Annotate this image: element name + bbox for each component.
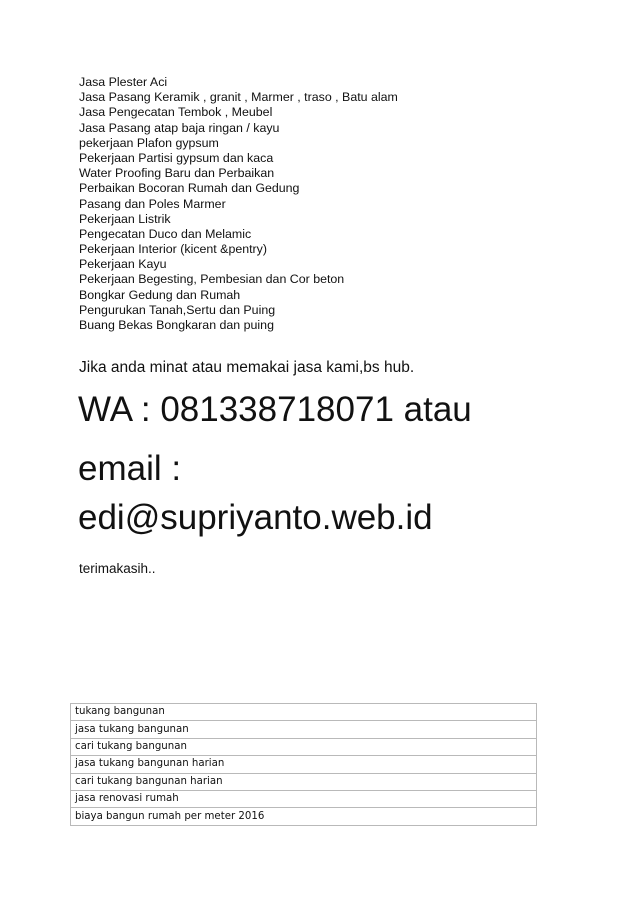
keyword-cell: cari tukang bangunan	[71, 738, 537, 755]
email-label: email :	[78, 449, 182, 488]
service-item: Pengecatan Duco dan Melamic	[79, 226, 252, 241]
service-item: Jasa Pengecatan Tembok , Meubel	[79, 105, 273, 120]
service-item: Pekerjaan Interior (kicent &pentry)	[79, 242, 268, 257]
keyword-cell: jasa renovasi rumah	[71, 790, 537, 807]
services-list	[79, 75, 398, 333]
service-item: Water Proofing Baru dan Perbaikan	[79, 166, 275, 181]
table-row	[71, 756, 537, 773]
keyword-cell: biaya bangun rumah per meter 2016	[71, 808, 537, 825]
service-item: pekerjaan Plafon gypsum	[79, 135, 219, 150]
table-row	[71, 773, 537, 790]
service-item: Pasang dan Poles Marmer	[79, 196, 226, 211]
keyword-cell: jasa tukang bangunan harian	[71, 756, 537, 773]
service-item: Pengurukan Tanah,Sertu dan Puing	[79, 302, 276, 317]
email-address: edi@supriyanto.web.id	[78, 498, 433, 537]
service-item: Perbaikan Bocoran Rumah dan Gedung	[79, 181, 300, 196]
service-item: Pekerjaan Listrik	[79, 211, 171, 226]
table-row	[71, 808, 537, 825]
keyword-cell: cari tukang bangunan harian	[71, 773, 537, 790]
service-item: Jasa Pasang atap baja ringan / kayu	[79, 120, 280, 135]
table-row	[71, 704, 537, 721]
service-item: Jasa Plester Aci	[79, 75, 168, 89]
keywords-table	[70, 703, 537, 826]
table-row	[71, 790, 537, 807]
table-row	[71, 721, 537, 738]
service-item: Pekerjaan Kayu	[79, 257, 167, 272]
service-item: Bongkar Gedung dan Rumah	[79, 287, 241, 302]
whatsapp-number: WA : 081338718071 atau	[78, 390, 472, 429]
service-item: Jasa Pasang Keramik , granit , Marmer , traso , Batu alam	[79, 90, 398, 105]
keyword-cell: tukang bangunan	[71, 704, 537, 721]
service-item: Buang Bekas Bongkaran dan puing	[79, 318, 274, 332]
service-item: Pekerjaan Partisi gypsum dan kaca	[79, 150, 274, 165]
keyword-cell: jasa tukang bangunan	[71, 721, 537, 738]
contact-invitation: Jika anda minat atau memakai jasa kami,bs hub.	[79, 359, 415, 376]
table-row	[71, 738, 537, 755]
thanks-text: terimakasih..	[79, 561, 156, 576]
service-item: Pekerjaan Begesting, Pembesian dan Cor beton	[79, 272, 345, 287]
